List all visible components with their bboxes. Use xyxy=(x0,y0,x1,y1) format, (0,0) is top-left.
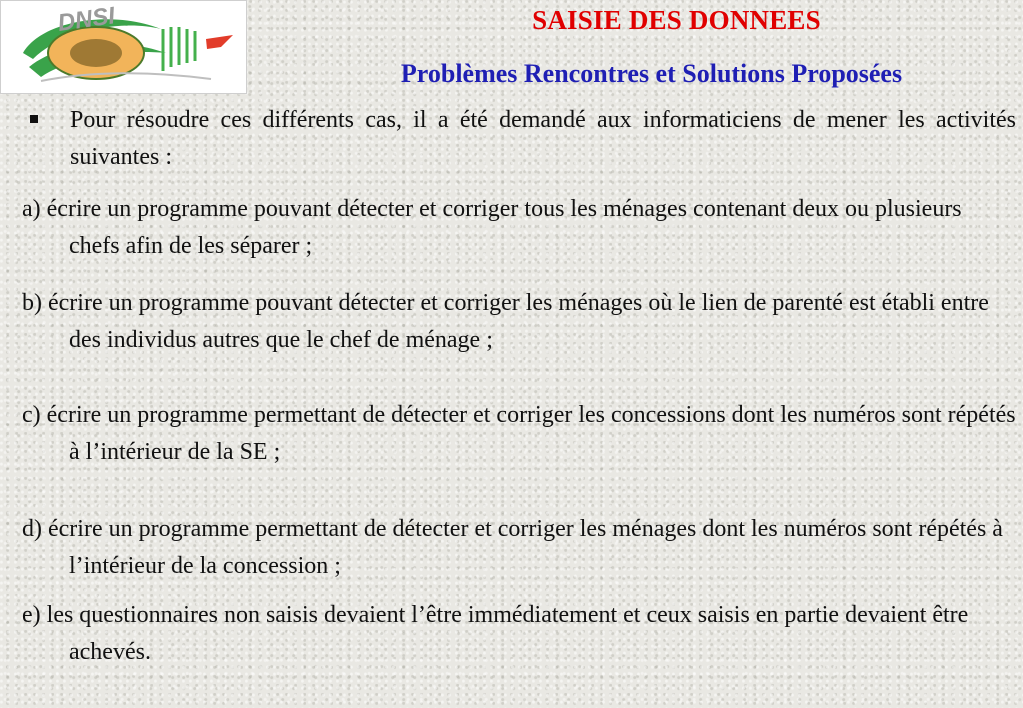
page-subtitle: Problèmes Rencontres et Solutions Proposées xyxy=(400,59,903,88)
intro-text: Pour résoudre ces différents cas, il a été demandé aux informaticiens de mener les activités suivantes : xyxy=(70,107,1016,170)
page-title: SAISIE DES DONNEES xyxy=(532,5,821,35)
dnsi-logo xyxy=(0,0,247,94)
list-item-c: c) écrire un programme permettant de détecter et corriger les concessions dont les numéros sont répétés à l’intérieur de la SE ; xyxy=(22,402,1016,465)
list-item-b: b) écrire un programme pouvant détecter et corriger les ménages où le lien de parenté est établi entre des individus autres que le chef de ménage ; xyxy=(22,290,989,353)
content-body xyxy=(22,102,1016,176)
intro-bullet xyxy=(22,102,1016,176)
dnsi-logo-graphic xyxy=(1,1,246,93)
list-item-d: d) écrire un programme permettant de détecter et corriger les ménages dont les numéros sont répétés à l’intérieur de la concession ; xyxy=(22,516,1003,579)
logo-text: DNSI xyxy=(56,2,117,37)
list-item-a: a) écrire un programme pouvant détecter et corriger tous les ménages contenant deux ou plusieurs chefs afin de les séparer ; xyxy=(22,196,962,259)
list-item-e: e) les questionnaires non saisis devaient l’être immédiatement et ceux saisis en partie devaient être achevés. xyxy=(22,602,969,665)
square-bullet-icon xyxy=(30,115,38,123)
